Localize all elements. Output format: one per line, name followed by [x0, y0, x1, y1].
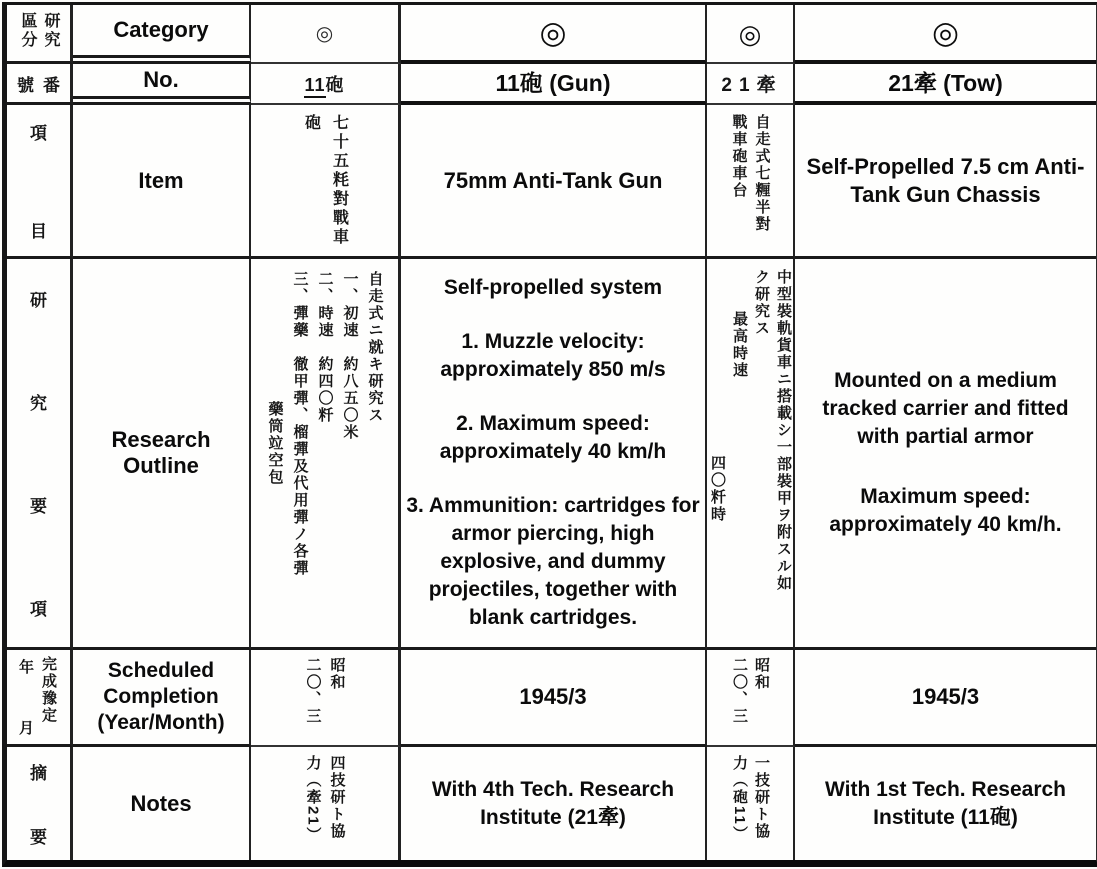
cell-notes-en-1 — [401, 747, 707, 860]
cell-completion-jp-2 — [707, 650, 795, 747]
item-header-jp-char-1: 項 — [30, 123, 47, 143]
completion-jp-1-era: 昭和 — [328, 657, 346, 691]
completion-header-jp-year-char: 年 — [18, 659, 34, 676]
cell-item-jp-2 — [707, 105, 795, 259]
cell-item-en-2 — [795, 105, 1096, 259]
completion-jp-2-date: 二〇、三 — [731, 657, 748, 725]
completion-value-en-2: 1945/3 — [911, 684, 980, 709]
research-jp-1-col-1: 自走式ニ就キ研究ス — [366, 271, 384, 424]
completion-jp-2-era: 昭和 — [753, 657, 770, 691]
category-header-jp-columns — [7, 5, 70, 61]
research-header-label: Research Outline — [111, 427, 211, 478]
cell-no-jp-2 — [707, 64, 795, 105]
item-header-jp-char-2: 目 — [30, 222, 47, 242]
research-jp-1-col-4: 三、彈藥 徹甲彈、榴彈及代用彈ノ各彈 — [291, 271, 309, 577]
item-value-en-2: Self-Propelled 7.5 cm Anti-Tank Gun Chassis — [806, 153, 1085, 207]
research-jp-1-col-5: 藥筒竝空包 — [266, 401, 284, 486]
cell-research-jp-2 — [707, 259, 795, 650]
research-header-jp — [30, 286, 47, 620]
cell-research-jp-1 — [251, 259, 401, 650]
notes-header-jp — [30, 759, 47, 847]
completion-header-jp-right: 完成豫定 — [40, 656, 57, 724]
cell-notes-jp-2 — [707, 747, 795, 860]
no-value-jp-1 — [304, 71, 344, 97]
notes-value-en-2: With 1st Tech. Research Institute (11砲) — [825, 777, 1066, 829]
notes-value-en-1: With 4th Tech. Research Institute (21牽) — [431, 777, 675, 829]
category-header-jp-col-right: 研究 — [42, 12, 59, 50]
notes-jp-1-col-right: 四技研ト協 — [328, 755, 346, 840]
item-header-jp — [30, 119, 47, 243]
research-jp-1-col-2: 一、初速 約八五〇米 — [341, 271, 359, 441]
cell-item-header-en — [73, 105, 251, 259]
double-circle-mark-icon: ◎ — [931, 15, 960, 50]
research-en-1-para-4: 3. Ammunition: cartridges for armor piercing, high explosive, and dummy projectiles, together with blank cartridges. — [406, 494, 700, 629]
research-jp-1-col-3: 二、時速 約四〇粁 — [316, 271, 334, 424]
cell-item-en-1 — [401, 105, 707, 259]
cell-notes-header-jp — [7, 747, 73, 860]
cell-no-header-jp — [7, 64, 73, 105]
item-jp-1-col-left: 砲 — [302, 114, 320, 133]
item-header-label: Item — [138, 167, 184, 193]
research-header-jp-char-4: 項 — [30, 599, 47, 619]
completion-header-jp — [19, 650, 58, 744]
no-number-underlined: 11 — [304, 75, 325, 98]
cell-notes-en-2 — [795, 747, 1096, 860]
item-jp-2-col-right: 自走式七糎半對 — [753, 114, 771, 233]
research-jp-1-columns — [251, 259, 398, 647]
research-jp-2-col-1: 中型裝軌貨車ニ搭載シ一部裝甲ヲ附スル如 — [775, 269, 792, 592]
cell-notes-jp-1 — [251, 747, 401, 860]
cell-research-header-jp — [7, 259, 73, 650]
cell-no-header-en — [73, 64, 251, 105]
research-jp-2-col-2: ク研究ス — [753, 269, 770, 337]
cell-category-mark-en-2 — [795, 5, 1096, 64]
notes-jp-1-col-left: 力（牽21） — [304, 755, 322, 844]
no-unit-kanji: 砲 — [325, 74, 345, 95]
completion-value-en-1: 1945/3 — [519, 684, 587, 709]
category-header-label: Category — [113, 17, 209, 42]
completion-header-jp-left — [19, 656, 34, 738]
notes-header-label: Notes — [130, 790, 192, 816]
cell-completion-en-2 — [795, 650, 1096, 747]
cell-completion-header-jp — [7, 650, 73, 747]
item-jp-1-col-right: 七十五粍對戰車 — [330, 114, 348, 247]
cell-completion-en-1 — [401, 650, 707, 747]
item-value-en-1: 75mm Anti-Tank Gun — [443, 167, 663, 193]
cell-completion-header-en — [73, 650, 251, 747]
cell-category-mark-jp-1 — [251, 5, 401, 64]
cell-category-mark-jp-2 — [707, 5, 795, 64]
item-jp-1-columns — [251, 105, 398, 256]
double-circle-mark-icon: ◎ — [738, 18, 762, 49]
cell-item-jp-1 — [251, 105, 401, 259]
item-jp-2-columns — [707, 105, 793, 256]
double-circle-mark-icon: ◎ — [539, 15, 567, 50]
completion-jp-2-columns — [707, 650, 793, 745]
no-header-jp — [17, 71, 60, 96]
research-en-2-paragraphs — [795, 259, 1096, 647]
research-header-jp-char-3: 要 — [30, 496, 47, 516]
research-header-jp-char-2: 究 — [30, 394, 47, 414]
research-header-jp-char-1: 研 — [30, 291, 47, 311]
category-header-jp-col-left: 區分 — [19, 12, 36, 50]
cell-research-header-en — [73, 259, 251, 650]
cell-no-en-2 — [795, 64, 1096, 105]
cell-research-en-2 — [795, 259, 1096, 650]
completion-jp-1-date: 二〇、三 — [304, 657, 322, 725]
completion-jp-1-columns — [251, 650, 398, 745]
research-items-table — [2, 2, 1097, 867]
cell-notes-header-en — [73, 747, 251, 860]
notes-jp-2-columns — [707, 747, 793, 860]
research-jp-2-col-3: 最高時速 — [731, 311, 748, 379]
cell-no-jp-1 — [251, 64, 401, 105]
cell-category-header-jp — [7, 5, 73, 64]
research-en-2-para-1: Mounted on a medium tracked carrier and fitted with partial armor — [822, 369, 1069, 448]
completion-header-jp-month-char: 月 — [18, 720, 34, 737]
cell-category-mark-en-1 — [401, 5, 707, 64]
notes-jp-2-col-right: 一技研ト協 — [753, 755, 770, 840]
cell-research-en-1 — [401, 259, 707, 650]
notes-header-jp-char-2: 要 — [30, 827, 47, 847]
research-en-1-paragraphs — [401, 259, 705, 647]
research-jp-2-col-4: 四〇粁時 — [709, 455, 726, 523]
no-header-jp-char-2: 號 — [17, 75, 34, 95]
no-header-label: No. — [143, 67, 179, 92]
no-value-en-2: 21牽 (Tow) — [888, 69, 1003, 96]
completion-header-label: Scheduled Completion (Year/Month) — [97, 659, 225, 734]
research-en-2-para-2: Maximum speed: approximately 40 km/h. — [829, 485, 1062, 536]
no-value-jp-2: 21牽 — [721, 75, 783, 96]
double-circle-mark-icon: ◎ — [315, 22, 334, 45]
research-jp-2-columns — [707, 259, 793, 647]
no-value-en-1: 11砲 (Gun) — [495, 69, 611, 96]
cell-item-header-jp — [7, 105, 73, 259]
notes-header-jp-char-1: 摘 — [30, 764, 47, 784]
item-jp-2-col-left: 戰車砲車台 — [730, 114, 748, 199]
cell-no-en-1 — [401, 64, 707, 105]
cell-category-header-en — [73, 5, 251, 64]
research-en-1-para-2: 1. Muzzle velocity: approximately 850 m/s — [440, 330, 666, 381]
research-en-1-para-3: 2. Maximum speed: approximately 40 km/h — [439, 412, 667, 463]
notes-jp-1-columns — [251, 747, 398, 860]
no-header-jp-char-1: 番 — [43, 75, 60, 95]
cell-completion-jp-1 — [251, 650, 401, 747]
notes-jp-2-col-left: 力（砲11） — [731, 755, 748, 843]
research-en-1-para-1: Self-propelled system — [443, 276, 663, 299]
